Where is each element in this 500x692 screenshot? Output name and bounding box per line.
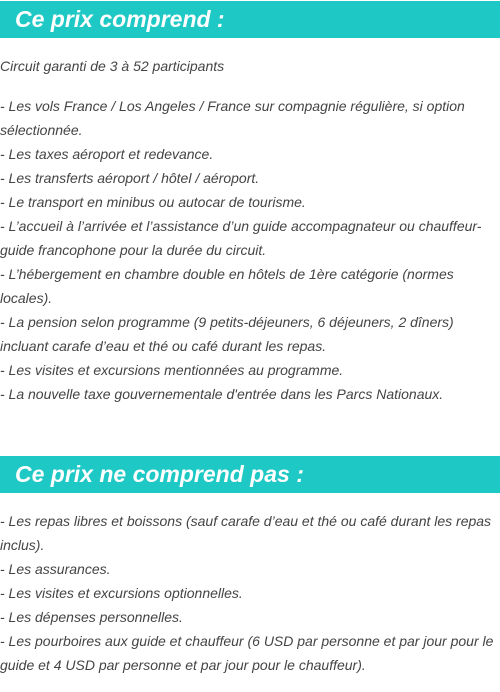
list-item: - L’accueil à l’arrivée et l’assistance d’un guide accompagnateur ou chauffeur-guide francophone pour la durée du circuit. [0, 218, 482, 258]
excludes-title: Ce prix ne comprend pas : [15, 461, 304, 487]
list-item: - Les taxes aéroport et redevance. [0, 146, 214, 162]
list-item: - Les vols France / Los Angeles / France sur compagnie régulière, si option sélectionnée. [0, 98, 465, 138]
list-item: - Les visites et excursions optionnelles. [0, 585, 243, 601]
list-item: - Les transferts aéroport / hôtel / aéroport. [0, 170, 260, 186]
includes-list [0, 94, 500, 406]
list-item: - Les dépenses personnelles. [0, 609, 183, 625]
includes-title: Ce prix comprend : [15, 6, 225, 32]
list-item: - Les repas libres et boissons (sauf carafe d’eau et thé ou café durant les repas inclus). [0, 513, 492, 553]
list-item: - Les visites et excursions mentionnées au programme. [0, 362, 344, 378]
participants-note: Circuit garanti de 3 à 52 participants [0, 58, 225, 74]
excludes-header [0, 456, 500, 493]
list-item: - La nouvelle taxe gouvernementale d'entrée dans les Parcs Nationaux. [0, 386, 444, 402]
list-item: - L’hébergement en chambre double en hôtels de 1ère catégorie (normes locales). [0, 266, 454, 306]
list-item: - Les assurances. [0, 561, 111, 577]
includes-header [0, 1, 500, 38]
excludes-list [0, 509, 500, 677]
list-item: - Les pourboires aux guide et chauffeur (6 USD par personne et par jour pour le guide et 4 USD par personne et par jour pour le chauffeur). [0, 633, 494, 673]
list-item: - Le transport en minibus ou autocar de tourisme. [0, 194, 306, 210]
list-item: - La pension selon programme (9 petits-déjeuners, 6 déjeuners, 2 dîners) incluant carafe d’eau et thé ou café durant les repas. [0, 314, 454, 354]
